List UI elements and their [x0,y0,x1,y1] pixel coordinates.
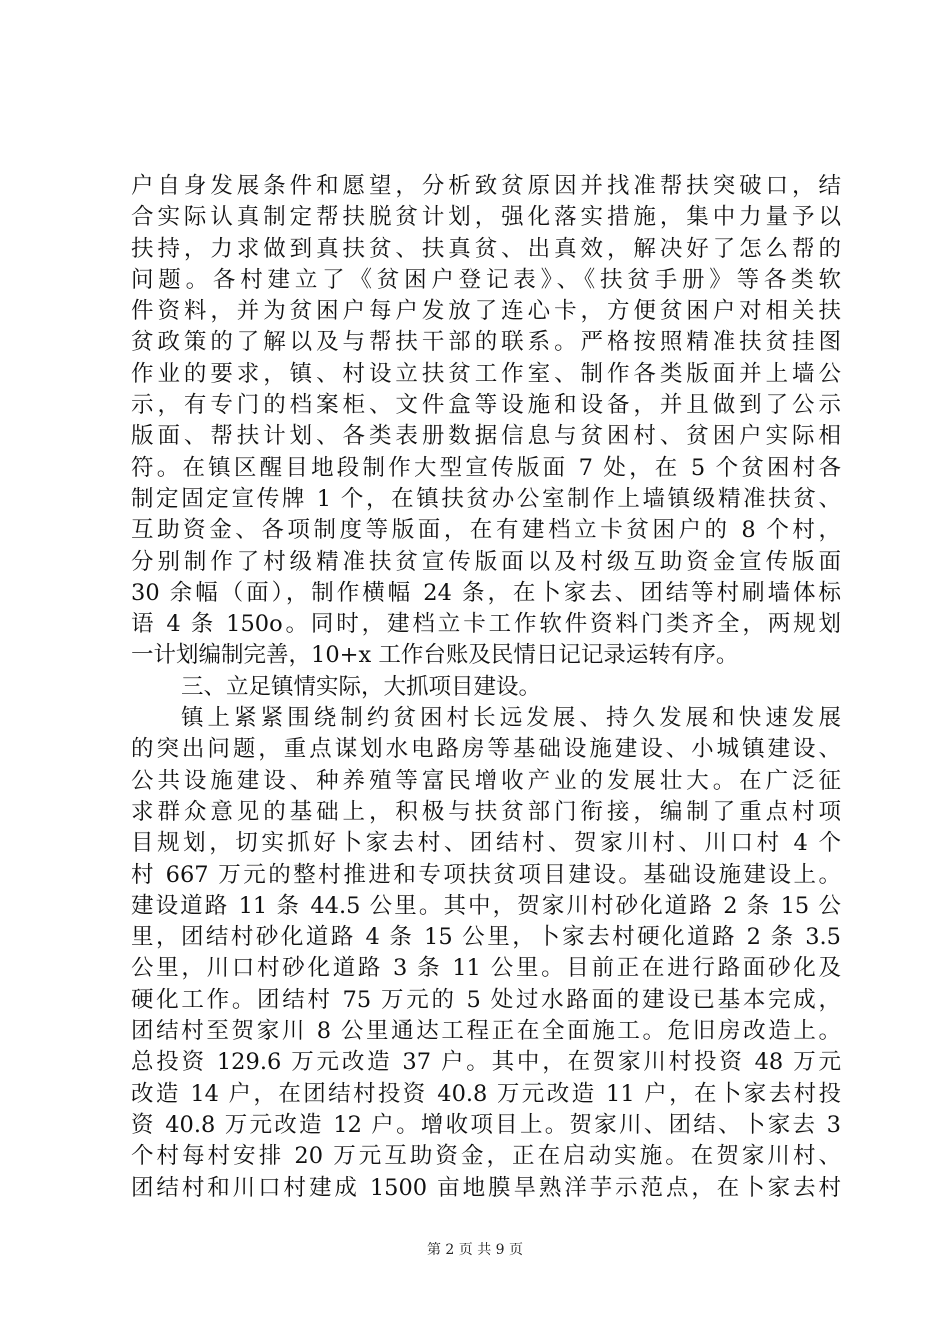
text-line: 公里，川口村砂化道路 3 条 11 公里。目前正在进行路面砂化及 [131,955,841,982]
text-line: 建设道路 11 条 44.5 公里。其中，贺家川村砂化道路 2 条 15 公 [131,892,841,919]
text-line: 公共设施建设、种养殖等富民增收产业的发展壮大。在广泛征 [131,767,841,794]
text-line: 的突出问题，重点谋划水电路房等基础设施建设、小城镇建设、 [131,736,841,763]
page-footer: 第 2 页 共 9 页 [426,1242,524,1258]
text-line: 镇上紧紧围绕制约贫困村长远发展、持久发展和快速发展 [181,705,841,732]
text-line: 作业的要求，镇、村设立扶贫工作室、制作各类版面并上墙公 [131,360,841,387]
text-line: 团结村和川口村建成 1500 亩地膜旱熟洋芋示范点，在卜家去村 [131,1174,841,1201]
text-line: 件资料，并为贫困户每户发放了连心卡，方便贫困户对相关扶 [131,298,841,325]
text-line: 求群众意见的基础上，积极与扶贫部门衔接，编制了重点村项 [131,798,841,825]
text-line: 户自身发展条件和愿望，分析致贫原因并找准帮扶突破口，结 [131,173,841,199]
text-line: 版面、帮扶计划、各类表册数据信息与贫困村、贫困户实际相 [131,423,841,450]
text-line: 示，有专门的档案柜、文件盒等设施和设备，并且做到了公示 [131,392,841,419]
text-line: 改造 14 户，在团结村投资 40.8 万元改造 11 户，在卜家去村投 [131,1080,841,1107]
text-line: 语 4 条 150o。同时，建档立卡工作软件资料门类齐全，两规划 [131,611,841,638]
text-line: 互助资金、各项制度等版面，在有建档立卡贫困户的 8 个村， [131,517,841,544]
text-line: 里，团结村砂化道路 4 条 15 公里，卜家去村硬化道路 2 条 3.5 [131,924,841,951]
text-line: 总投资 129.6 万元改造 37 户。其中，在贺家川村投资 48 万元 [131,1049,841,1076]
text-line: 合实际认真制定帮扶脱贫计划，强化落实措施，集中力量予以 [131,204,841,231]
text-line: 团结村至贺家川 8 公里通达工程正在全面施工。危旧房改造上。 [131,1018,841,1045]
text-line: 制定固定宣传牌 1 个，在镇扶贫办公室制作上墙镇级精准扶贫、 [131,485,841,512]
text-line: 符。在镇区醒目地段制作大型宣传版面 7 处，在 5 个贫困村各 [131,454,841,481]
text-line: 问题。各村建立了《贫困户登记表》、《扶贫手册》等各类软 [131,266,841,293]
text-line: 贫政策的了解以及与帮扶干部的联系。严格按照精准扶贫挂图 [131,329,841,356]
text-line: 30 余幅（面），制作横幅 24 条，在卜家去、团结等村刷墙体标 [131,579,841,606]
text-line: 一计划编制完善，10+x 工作台账及民情日记记录运转有序。 [131,642,739,669]
text-line: 个村每村安排 20 万元互助资金，正在启动实施。在贺家川村、 [131,1143,841,1170]
text-line: 分别制作了村级精准扶贫宣传版面以及村级互助资金宣传版面 [131,548,841,575]
text-line: 资 40.8 万元改造 12 户。增收项目上。贺家川、团结、卜家去 3 [131,1111,841,1138]
text-line: 扶持，力求做到真扶贫、扶真贫、出真效，解决好了怎么帮的 [131,235,841,262]
document-body [131,171,841,1204]
text-line: 村 667 万元的整村推进和专项扶贫项目建设。基础设施建设上。 [131,861,841,888]
text-line: 目规划，切实抓好卜家去村、团结村、贺家川村、川口村 4 个 [131,830,841,857]
text-line: 硬化工作。团结村 75 万元的 5 处过水路面的建设已基本完成， [131,986,841,1013]
text-line: 三、立足镇情实际，大抓项目建设。 [181,673,542,700]
